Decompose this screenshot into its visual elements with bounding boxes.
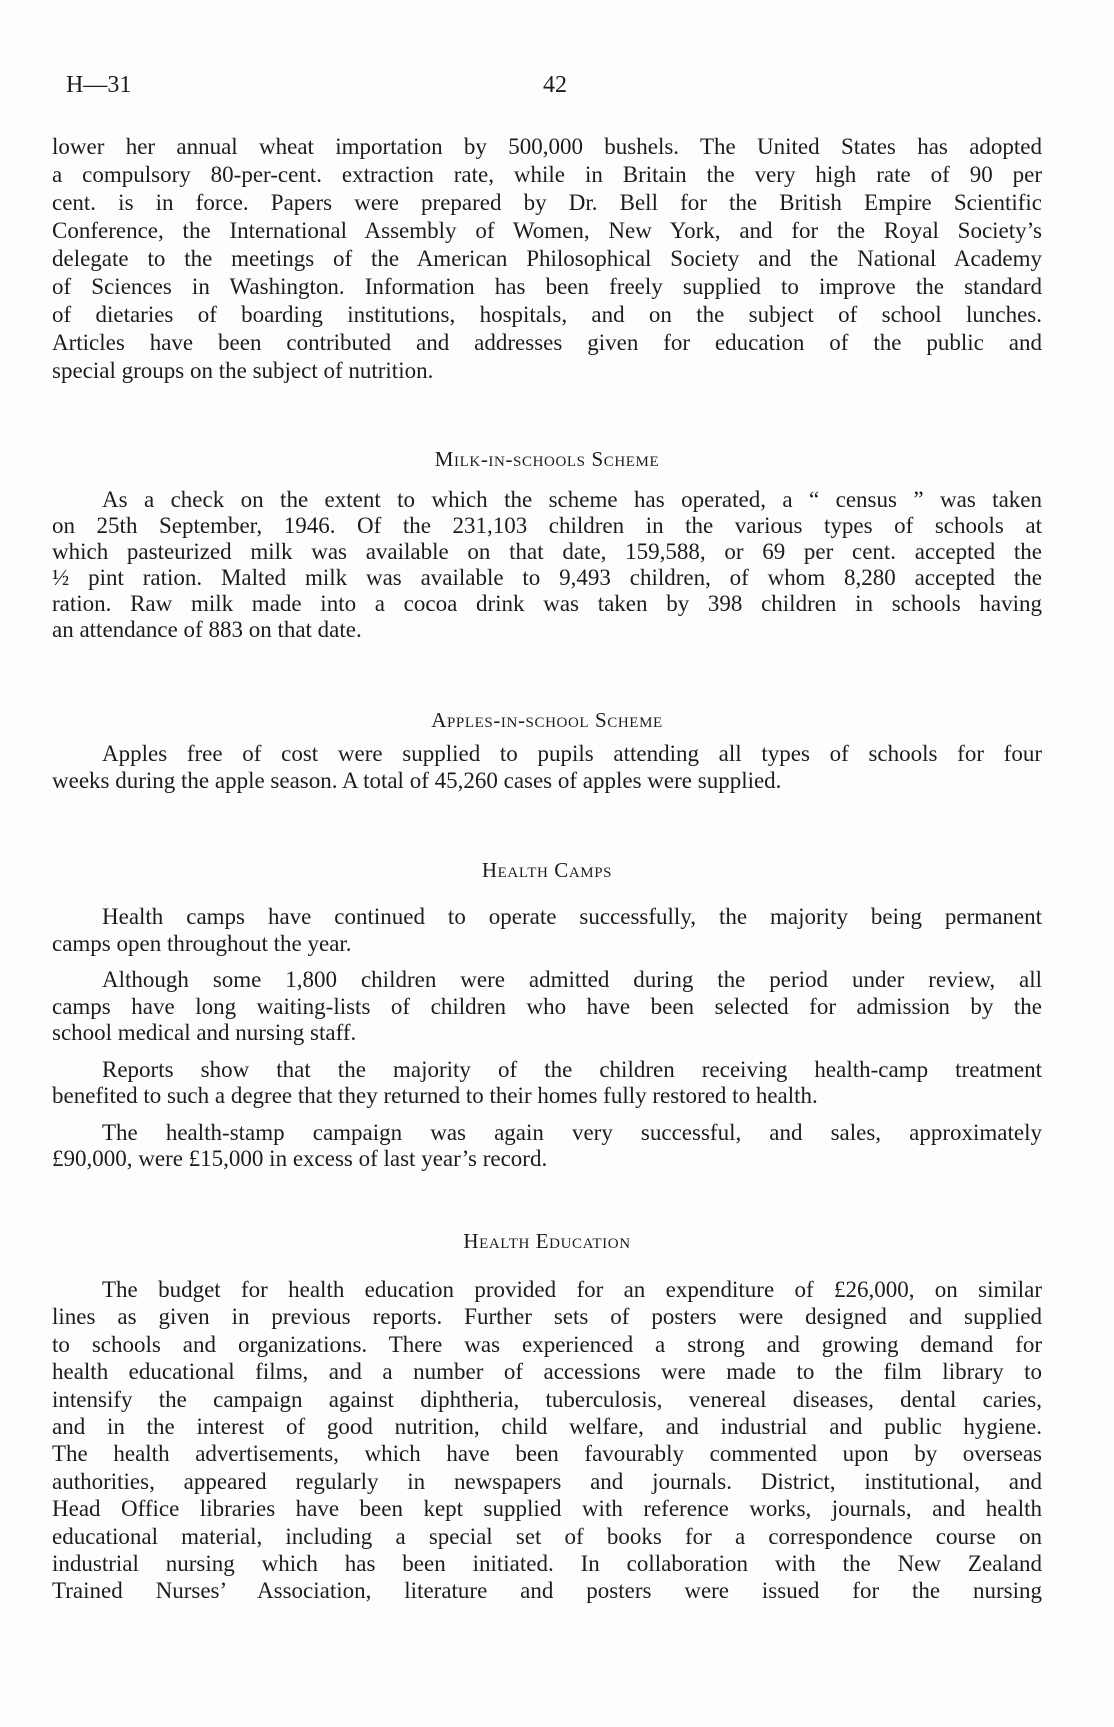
paragraph-line: Articles have been contributed and addresses given for education of the public and <box>52 330 1042 355</box>
paragraph-line: health educational films, and a number of accessions were made to the film library to <box>52 1359 1042 1385</box>
section-heading-apples-in-school: Apples-in-school Scheme <box>431 708 663 732</box>
paragraph-line: educational material, including a special set of books for a correspondence course on <box>52 1523 1042 1549</box>
paragraph-line: intensify the campaign against diphtheria, tuberculosis, venereal diseases, dental caries, <box>52 1386 1042 1412</box>
paragraph-line: benefited to such a degree that they returned to their homes fully restored to health. <box>52 1083 818 1108</box>
paragraph-line: school medical and nursing staff. <box>52 1020 357 1045</box>
paragraph-line: The budget for health education provided for an expenditure of £26,000, on similar <box>102 1277 1042 1302</box>
paragraph-line: of dietaries of boarding institutions, hospitals, and on the subject of school lunches. <box>52 302 1042 327</box>
paragraph-line: and in the interest of good nutrition, child welfare, and industrial and public hygiene. <box>52 1413 1042 1439</box>
page-number: 42 <box>543 72 567 98</box>
paragraph-line: industrial nursing which has been initiated. In collaboration with the New Zealand <box>52 1550 1042 1576</box>
health-camps-paragraph <box>52 967 1042 1047</box>
paragraph-line: The health advertisements, which have been favourably commented upon by overseas <box>52 1441 1042 1467</box>
paragraph-line: on 25th September, 1946. Of the 231,103 children in the various types of schools at <box>52 513 1042 538</box>
health-camps-paragraph <box>52 1120 1042 1173</box>
paragraph-line: ½ pint ration. Malted milk was available to 9,493 children, of whom 8,280 accepted the <box>52 565 1042 590</box>
paragraph-line: Head Office libraries have been kept supplied with reference works, journals, and health <box>52 1496 1042 1522</box>
paragraph-line: Apples free of cost were supplied to pupils attending all types of schools for four <box>102 741 1042 766</box>
paragraph-line: Health camps have continued to operate successfully, the majority being permanent <box>102 904 1042 929</box>
paragraph-line: £90,000, were £15,000 in excess of last year’s record. <box>52 1146 548 1171</box>
paragraph-line: authorities, appeared regularly in newspapers and journals. District, institutional, and <box>52 1468 1042 1494</box>
paragraph-line: lower her annual wheat importation by 500,000 bushels. The United States has adopted <box>52 134 1042 159</box>
paragraph-line: As a check on the extent to which the scheme has operated, a “ census ” was taken <box>102 487 1042 512</box>
paragraph-line: lines as given in previous reports. Further sets of posters were designed and supplied <box>52 1304 1042 1330</box>
paragraph-line: Reports show that the majority of the children receiving health-camp treatment <box>102 1056 1042 1082</box>
paragraph-line: an attendance of 883 on that date. <box>52 617 362 642</box>
milk-paragraph <box>52 487 1042 643</box>
document-code: H—31 <box>66 72 132 98</box>
paragraph-line: Although some 1,800 children were admitted during the period under review, all <box>102 967 1042 992</box>
paragraph-line: camps open throughout the year. <box>52 930 352 956</box>
apples-paragraph <box>52 740 1042 794</box>
health-camps-section <box>52 904 1042 1173</box>
health-education-paragraph <box>52 1276 1042 1605</box>
paragraph-line: of Sciences in Washington. Information has been freely supplied to improve the standard <box>52 274 1042 299</box>
paragraph-line: Trained Nurses’ Association, literature and posters were issued for the nursing <box>52 1578 1042 1604</box>
intro-paragraph <box>52 133 1042 385</box>
paragraph-line: which pasteurized milk was available on that date, 159,588, or 69 per cent. accepted the <box>52 539 1042 564</box>
paragraph-line: a compulsory 80-per-cent. extraction rate, while in Britain the very high rate of 90 per <box>52 162 1042 187</box>
paragraph-line: delegate to the meetings of the American Philosophical Society and the National Academy <box>52 246 1042 271</box>
section-heading-health-education: Health Education <box>463 1229 631 1253</box>
paragraph-line: cent. is in force. Papers were prepared by Dr. Bell for the British Empire Scientific <box>52 190 1042 215</box>
health-camps-paragraph <box>52 904 1042 957</box>
paragraph-line: camps have long waiting-lists of children who have been selected for admission by the <box>52 993 1042 1019</box>
paragraph-line: weeks during the apple season. A total of 45,260 cases of apples were supplied. <box>52 768 782 793</box>
paragraph-line: Conference, the International Assembly of Women, New York, and for the Royal Society’s <box>52 218 1042 243</box>
health-camps-paragraph <box>52 1057 1042 1110</box>
paragraph-line: to schools and organizations. There was experienced a strong and growing demand for <box>52 1331 1042 1357</box>
section-heading-milk-in-schools: Milk-in-schools Scheme <box>434 447 660 471</box>
section-heading-health-camps: Health Camps <box>481 858 613 882</box>
paragraph-line: The health-stamp campaign was again very successful, and sales, approximately <box>102 1119 1042 1145</box>
paragraph-line: special groups on the subject of nutrition. <box>52 358 434 383</box>
paragraph-line: ration. Raw milk made into a cocoa drink was taken by 398 children in schools having <box>52 591 1042 616</box>
